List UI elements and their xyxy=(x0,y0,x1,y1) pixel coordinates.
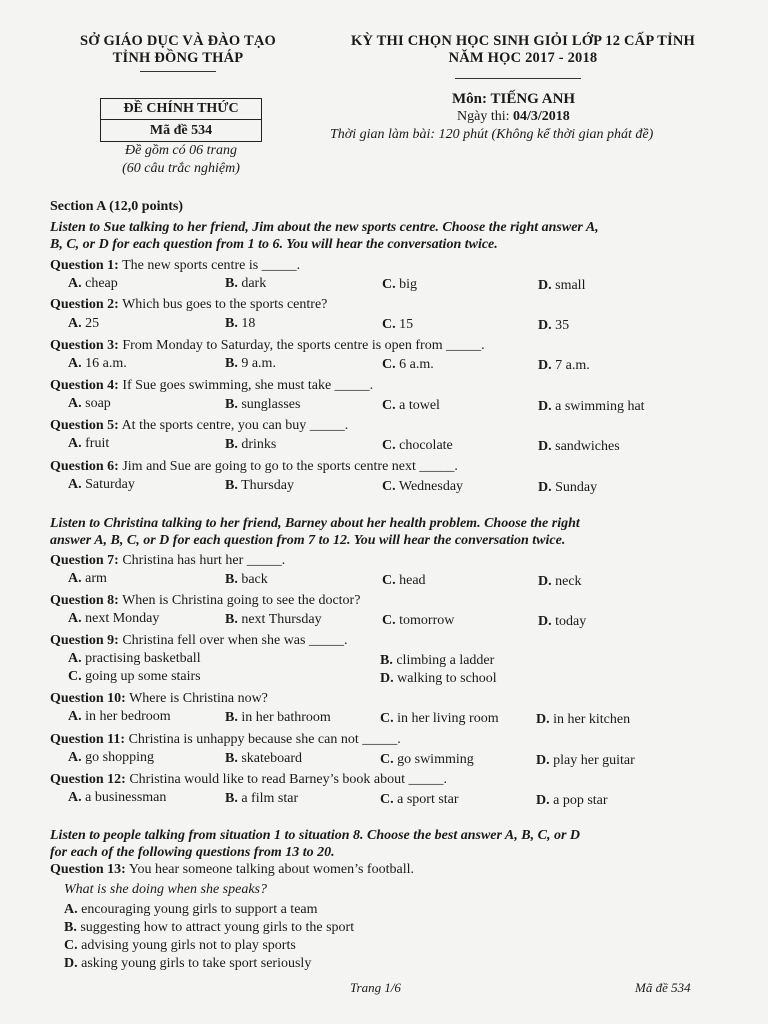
question-text: At the sports centre, you can buy _____. xyxy=(118,418,349,433)
q11-option-c: C. go swimming xyxy=(380,752,474,767)
question-1 xyxy=(50,258,300,274)
header-underline-left xyxy=(140,71,216,72)
q3-option-b: B. 9 a.m. xyxy=(225,356,276,371)
instruction-3-line-2: for each of the following questions from 13 to 20. xyxy=(50,845,335,860)
q8-option-a: A. next Monday xyxy=(68,611,160,626)
time-note: Thời gian làm bài: 120 phút (Không kể thời gian phát đề) xyxy=(330,127,654,142)
school-year: NĂM HỌC 2017 - 2018 xyxy=(448,50,598,66)
questions-note: (60 câu trắc nghiệm) xyxy=(122,161,240,176)
official-box xyxy=(100,98,262,142)
question-4 xyxy=(50,378,373,394)
question-label: Question 13: xyxy=(50,862,126,877)
q12-option-c: C. a sport star xyxy=(380,792,459,807)
q2-option-c: C. 15 xyxy=(382,317,414,332)
q5-option-d: D. sandwiches xyxy=(538,439,620,454)
question-5 xyxy=(50,418,348,434)
q7-option-b: B. back xyxy=(225,572,268,587)
q4-option-c: C. a towel xyxy=(382,398,440,413)
q1-option-c: C. big xyxy=(382,277,418,292)
header-underline-right xyxy=(455,78,581,79)
question-13 xyxy=(50,862,414,878)
instruction-1-line-2: B, C, or D for each question from 1 to 6. You will hear the conversation twice. xyxy=(50,237,498,252)
q3-option-d: D. 7 a.m. xyxy=(538,358,590,373)
instruction-3-line-1: Listen to people talking from situation 1 to situation 8. Choose the best answer A, B, C, or D xyxy=(50,828,581,843)
q6-option-d: D. Sunday xyxy=(538,480,598,495)
question-label: Question 8: xyxy=(50,593,119,608)
question-label: Question 3: xyxy=(50,338,119,353)
question-label: Question 11: xyxy=(50,732,126,747)
question-11 xyxy=(50,732,401,748)
question-7 xyxy=(50,553,285,569)
q3-option-a: A. 16 a.m. xyxy=(68,356,127,371)
q6-option-a: A. Saturday xyxy=(68,477,135,492)
q10-option-b: B. in her bathroom xyxy=(225,710,331,725)
question-text: From Monday to Saturday, the sports centre is open from _____. xyxy=(118,338,485,353)
q2-option-a: A. 25 xyxy=(68,316,100,331)
question-text: Jim and Sue are going to go to the sports centre next _____. xyxy=(118,459,458,474)
q5-option-a: A. fruit xyxy=(68,436,110,451)
q12-option-b: B. a film star xyxy=(225,791,299,806)
instruction-2 xyxy=(50,515,715,549)
instruction-1 xyxy=(50,219,715,253)
question-label: Question 1: xyxy=(50,258,119,273)
q8-option-b: B. next Thursday xyxy=(225,612,322,627)
q5-option-b: B. drinks xyxy=(225,437,277,452)
q4-option-a: A. soap xyxy=(68,396,111,411)
official-label: ĐỀ CHÍNH THỨC xyxy=(101,99,261,120)
q13-option-b: B. suggesting how to attract young girls to the sport xyxy=(64,920,355,935)
question-text: Christina would like to read Barney’s book about _____. xyxy=(125,772,448,787)
exam-date-value: 04/3/2018 xyxy=(513,109,570,124)
q12-option-a: A. a businessman xyxy=(68,790,167,805)
province-name: TỈNH ĐỒNG THÁP xyxy=(112,50,244,66)
question-label: Question 12: xyxy=(50,772,126,787)
q6-option-b: B. Thursday xyxy=(225,478,294,493)
exam-title: KỲ THI CHỌN HỌC SINH GIỎI LỚP 12 CẤP TỈNH xyxy=(350,33,696,49)
q12-option-d: D. a pop star xyxy=(536,793,608,808)
q5-option-c: C. chocolate xyxy=(382,438,453,453)
q7-option-a: A. arm xyxy=(68,571,107,586)
q7-option-c: C. head xyxy=(382,573,426,588)
instruction-1-line-1: Listen to Sue talking to her friend, Jim about the new sports centre. Choose the right answer A, xyxy=(50,220,599,235)
q1-option-a: A. cheap xyxy=(68,276,118,291)
question-label: Question 7: xyxy=(50,553,119,568)
exam-code-label: Mã đề 534 xyxy=(149,123,213,138)
q10-option-c: C. in her living room xyxy=(380,711,499,726)
q13-subquestion: What is she doing when she speaks? xyxy=(64,882,267,897)
question-text: The new sports centre is _____. xyxy=(118,258,301,273)
q9-option-c: C. going up some stairs xyxy=(68,669,201,684)
q1-option-b: B. dark xyxy=(225,276,267,291)
q10-option-a: A. in her bedroom xyxy=(68,709,171,724)
question-2 xyxy=(50,297,327,313)
question-text: Which bus goes to the sports centre? xyxy=(118,297,328,312)
instruction-2-line-2: answer A, B, C, or D for each question from 7 to 12. You will hear the conversation twice. xyxy=(50,533,566,548)
exam-date-prefix: Ngày thi: xyxy=(457,109,513,124)
exam-date xyxy=(457,109,570,125)
q8-option-c: C. tomorrow xyxy=(382,613,455,628)
question-label: Question 10: xyxy=(50,691,126,706)
q2-option-b: B. 18 xyxy=(225,316,256,331)
question-6 xyxy=(50,459,458,475)
question-8 xyxy=(50,593,360,609)
question-text: You hear someone talking about women’s football. xyxy=(125,862,414,877)
question-text: Christina has hurt her _____. xyxy=(118,553,286,568)
q10-option-d: D. in her kitchen xyxy=(536,712,631,727)
page-number: Trang 1/6 xyxy=(350,980,401,995)
q4-option-d: D. a swimming hat xyxy=(538,399,645,414)
question-label: Question 4: xyxy=(50,378,119,393)
question-text: If Sue goes swimming, she must take _____. xyxy=(118,378,374,393)
question-10 xyxy=(50,691,268,707)
q4-option-b: B. sunglasses xyxy=(225,397,301,412)
pages-note: Đề gồm có 06 trang xyxy=(125,143,237,158)
q7-option-d: D. neck xyxy=(538,574,582,589)
q13-option-c: C. advising young girls not to play sports xyxy=(64,938,296,953)
section-title: Section A (12,0 points) xyxy=(50,199,184,214)
instruction-2-line-1: Listen to Christina talking to her friend, Barney about her health problem. Choose the right xyxy=(50,516,580,531)
q13-option-a: A. encouraging young girls to support a team xyxy=(64,902,318,917)
q3-option-c: C. 6 a.m. xyxy=(382,357,434,372)
question-label: Question 9: xyxy=(50,633,119,648)
question-3 xyxy=(50,338,485,354)
q6-option-c: C. Wednesday xyxy=(382,479,464,494)
question-text: Christina is unhappy because she can not _____. xyxy=(125,732,401,747)
q11-option-b: B. skateboard xyxy=(225,751,302,766)
question-9 xyxy=(50,633,347,649)
question-text: Where is Christina now? xyxy=(125,691,268,706)
subject-label: Môn: TIẾNG ANH xyxy=(452,91,576,107)
q9-option-a: A. practising basketball xyxy=(68,651,201,666)
q11-option-a: A. go shopping xyxy=(68,750,154,765)
question-12 xyxy=(50,772,447,788)
question-label: Question 5: xyxy=(50,418,119,433)
q8-option-d: D. today xyxy=(538,614,587,629)
question-text: When is Christina going to see the doctor? xyxy=(118,593,361,608)
question-label: Question 2: xyxy=(50,297,119,312)
dept-name: SỞ GIÁO DỤC VÀ ĐÀO TẠO xyxy=(79,33,276,49)
q1-option-d: D. small xyxy=(538,278,586,293)
q9-option-d: D. walking to school xyxy=(380,671,497,686)
q11-option-d: D. play her guitar xyxy=(536,753,635,768)
q13-option-d: D. asking young girls to take sport seriously xyxy=(64,956,312,971)
question-label: Question 6: xyxy=(50,459,119,474)
question-text: Christina fell over when she was _____. xyxy=(118,633,348,648)
q2-option-d: D. 35 xyxy=(538,318,570,333)
instruction-3 xyxy=(50,827,715,861)
q9-option-b: B. climbing a ladder xyxy=(380,653,495,668)
footer-exam-code: Mã đề 534 xyxy=(635,980,691,995)
